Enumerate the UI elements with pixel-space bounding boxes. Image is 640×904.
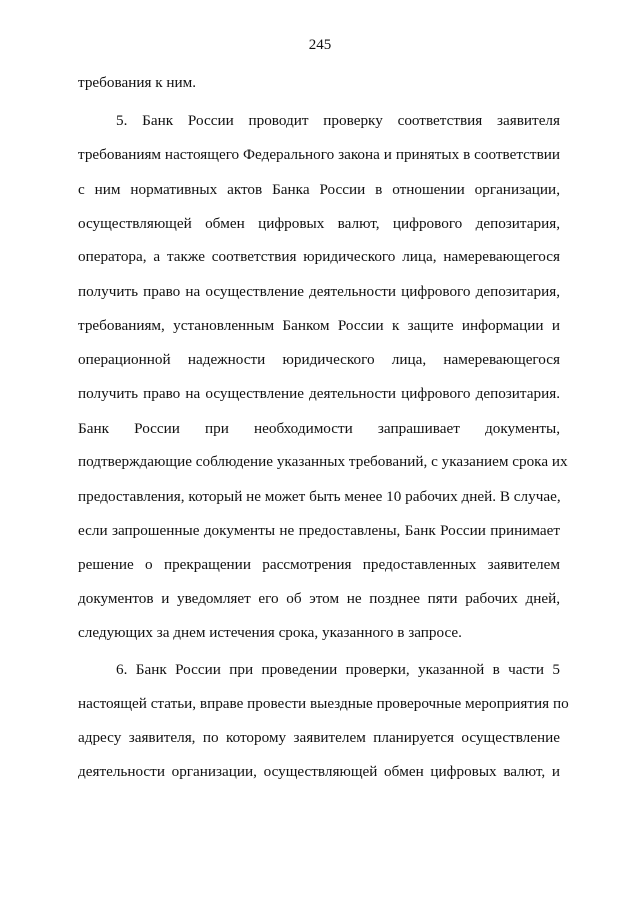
text-line: адресу заявителя, по которому заявителем планируется осуществление [78,729,560,746]
text-line: настоящей статьи, вправе провести выездные проверочные мероприятия по [78,695,569,712]
text-line: подтверждающие соблюдение указанных требований, с указанием срока их [78,453,568,470]
text-line: оператора, а также соответствия юридического лица, намеревающегося [78,248,560,265]
text-line: решение о прекращении рассмотрения предоставленных заявителем [78,556,560,573]
text-line: деятельности организации, осуществляющей обмен цифровых валют, и [78,763,560,780]
paragraph-6-first-line: 6. Банк России при проведении проверки, указанной в части 5 [116,661,560,678]
text-line: если запрошенные документы не предоставлены, Банк России принимает [78,522,560,539]
text-line: предоставления, который не может быть менее 10 рабочих дней. В случае, [78,488,561,505]
text-line: Банк России при необходимости запрашивает документы, [78,420,560,437]
text-line: операционной надежности юридического лица, намеревающегося [78,351,560,368]
text-line: требованиям настоящего Федерального закона и принятых в соответствии [78,146,560,163]
text-line: требованиям, установленным Банком России к защите информации и [78,317,560,334]
text-line: получить право на осуществление деятельности цифрового депозитария. [78,385,560,402]
text-line: с ним нормативных актов Банка России в отношении организации, [78,181,560,198]
paragraph-5-first-line: 5. Банк России проводит проверку соответствия заявителя [116,112,560,129]
text-line: получить право на осуществление деятельности цифрового депозитария, [78,283,560,300]
page-number: 245 [308,37,332,53]
text-line: осуществляющей обмен цифровых валют, цифрового депозитария, [78,215,560,232]
text-line: следующих за днем истечения срока, указанного в запросе. [78,624,462,641]
text-line: требования к ним. [78,74,197,91]
text-line: документов и уведомляет его об этом не позднее пяти рабочих дней, [78,590,560,607]
